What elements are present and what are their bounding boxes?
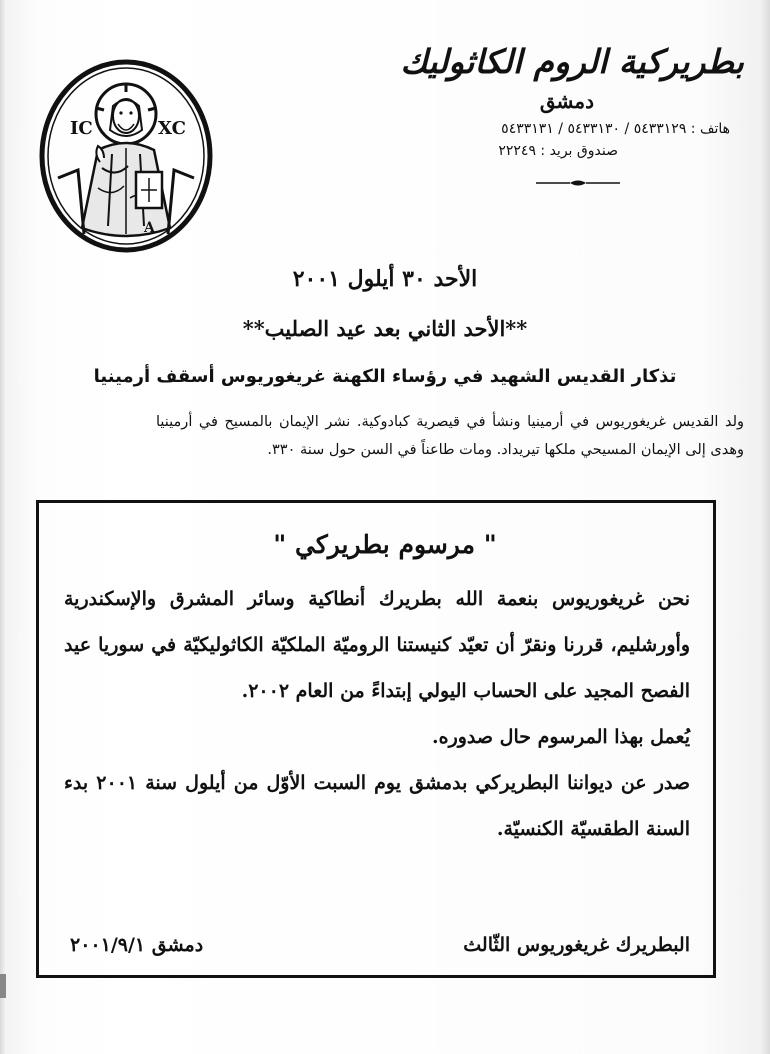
signature: البطريرك غريغوريوس الثّالث xyxy=(463,934,690,956)
icon-label-xc: XC xyxy=(158,118,186,139)
saint-commemoration: تذكار القديس الشهيد في رؤساء الكهنة غريغوريوس أسقف أرمينيا xyxy=(93,366,677,387)
svg-text:A: A xyxy=(144,220,155,236)
decree-title: " مرسوم بطريركي " xyxy=(273,530,497,559)
saint-biography: ولد القديس غريغوريوس في أرمينيا ونشأ في قيصرية كبادوكية. نشر الإيمان بالمسيح في أرمينيا وهدى إلى الإيمان المسيحي ملكها تيريداد. ومات طاعناً في السن حول سنة ٣٣٠. xyxy=(156,414,744,458)
scan-edge-mark xyxy=(0,974,6,998)
flourish-divider xyxy=(536,178,620,188)
decree-paragraph-effect: يُعمل بهذا المرسوم حال صدوره. xyxy=(432,726,690,748)
date-heading: الأحد ٣٠ أيلول ٢٠٠١ xyxy=(292,266,478,292)
paper-right-edge xyxy=(758,0,770,1054)
decree-paragraph-issued: صدر عن ديواننا البطريركي بدمشق يوم السبت الأوّل من أيلول سنة ٢٠٠١ بدء السنة الطقسيّة الكنسيّة. xyxy=(64,772,690,840)
po-box: صندوق بريد : ٢٢٢٤٩ xyxy=(498,143,618,159)
icon-label-ic: IC xyxy=(70,118,93,139)
icon-drawing xyxy=(38,58,214,254)
sunday-heading: **الأحد الثاني بعد عيد الصليب** xyxy=(242,316,528,341)
decree-paragraph-main: نحن غريغوريوس بنعمة الله بطريرك أنطاكية وسائر المشرق والإسكندرية وأورشليم، قررنا ونقرّ أن تعيّد كنيستنا الروميّة الملكيّة الكاثوليكيّة في سوريا عيد الفصح المجيد على الحساب اليولي إبتداءً من العام ٢٠٠٢. xyxy=(64,588,690,702)
place-date: دمشق ٢٠٠١/٩/١ xyxy=(70,934,204,956)
city-name: دمشق xyxy=(539,89,594,113)
christ-pantocrator-icon xyxy=(38,58,214,254)
paper-left-edge xyxy=(0,0,6,1054)
letterhead xyxy=(374,40,744,162)
phone-numbers: هاتف : ٥٤٣٣١٢٩ / ٥٤٣٣١٣٠ / ٥٤٣٣١٣١ xyxy=(501,121,730,137)
organization-name: بطريركية الروم الكاثوليك xyxy=(400,42,744,81)
signature-row xyxy=(70,934,690,956)
decree-body xyxy=(64,576,690,852)
